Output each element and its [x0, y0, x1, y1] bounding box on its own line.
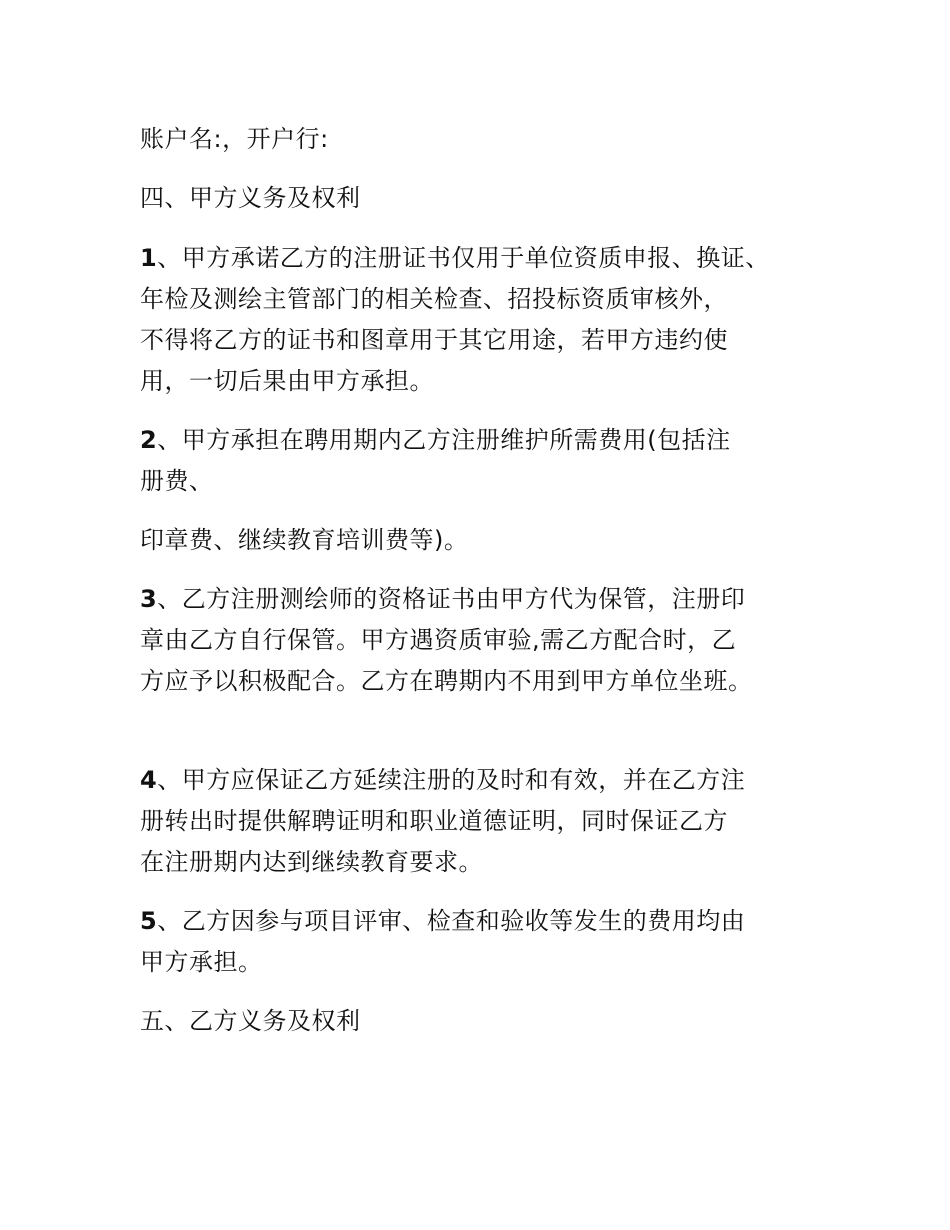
clause-1-line-1 [140, 243, 770, 273]
line-text: 、乙方注册测绘师的资格证书由甲方代为保管，注册印 [157, 585, 746, 613]
clause-3-line-2 [140, 625, 736, 655]
clause-number: 2 [140, 426, 158, 454]
line-text: 不得将乙方的证书和图章用于其它用途，若甲方违约使 [140, 326, 728, 354]
line-text: 册费、 [140, 467, 214, 495]
line-text: 方应予以积极配合。乙方在聘期内不用到甲方单位坐班。 [140, 667, 753, 695]
clause-4-line-2 [140, 806, 728, 836]
clause-2-line-2 [140, 466, 214, 496]
line-text: 五、乙方义务及权利 [140, 1007, 361, 1035]
line-text: 、甲方承诺乙方的注册证书仅用于单位资质申报、换证、 [157, 244, 770, 272]
line-text: 印章费、继续教育培训费等)。 [140, 526, 469, 554]
clause-5-line-2 [140, 947, 263, 977]
line-text: 、乙方因参与项目评审、检查和验收等发生的费用均由 [157, 907, 746, 935]
clause-5-line-1 [140, 906, 745, 936]
clause-2-line-3 [140, 525, 468, 555]
clause-number: 4 [140, 766, 158, 794]
line-text: 甲方承担。 [140, 948, 263, 976]
line-text: 四、甲方义务及权利 [140, 184, 361, 212]
section-heading-5 [140, 1006, 361, 1036]
line-text: 、甲方应保证乙方延续注册的及时和有效，并在乙方注 [157, 766, 746, 794]
line-text: 用，一切后果由甲方承担。 [140, 367, 434, 395]
clause-2-line-1 [140, 425, 731, 455]
line-text: 在注册期内达到继续教育要求。 [140, 848, 483, 876]
line-text: 账户名:，开户行: [140, 125, 329, 153]
clause-1-line-4 [140, 366, 434, 396]
clause-4-line-3 [140, 847, 483, 877]
clause-1-line-3 [140, 325, 728, 355]
line-text: 章由乙方自行保管。甲方遇资质审验,需乙方配合时，乙 [140, 626, 737, 654]
line-text: 年检及测绘主管部门的相关检查、招投标资质审核外， [140, 285, 728, 313]
clause-number: 3 [140, 585, 158, 613]
line-text: 册转出时提供解聘证明和职业道德证明，同时保证乙方 [140, 807, 728, 835]
clause-3-line-3 [140, 666, 753, 696]
line-text: 、甲方承担在聘用期内乙方注册维护所需费用(包括注 [157, 426, 731, 454]
clause-4-line-1 [140, 765, 745, 795]
clause-number: 1 [140, 244, 158, 272]
clause-3-line-1 [140, 584, 745, 614]
clause-1-line-2 [140, 284, 728, 314]
section-heading-4 [140, 183, 361, 213]
clause-number: 5 [140, 907, 158, 935]
account-line [140, 124, 329, 154]
